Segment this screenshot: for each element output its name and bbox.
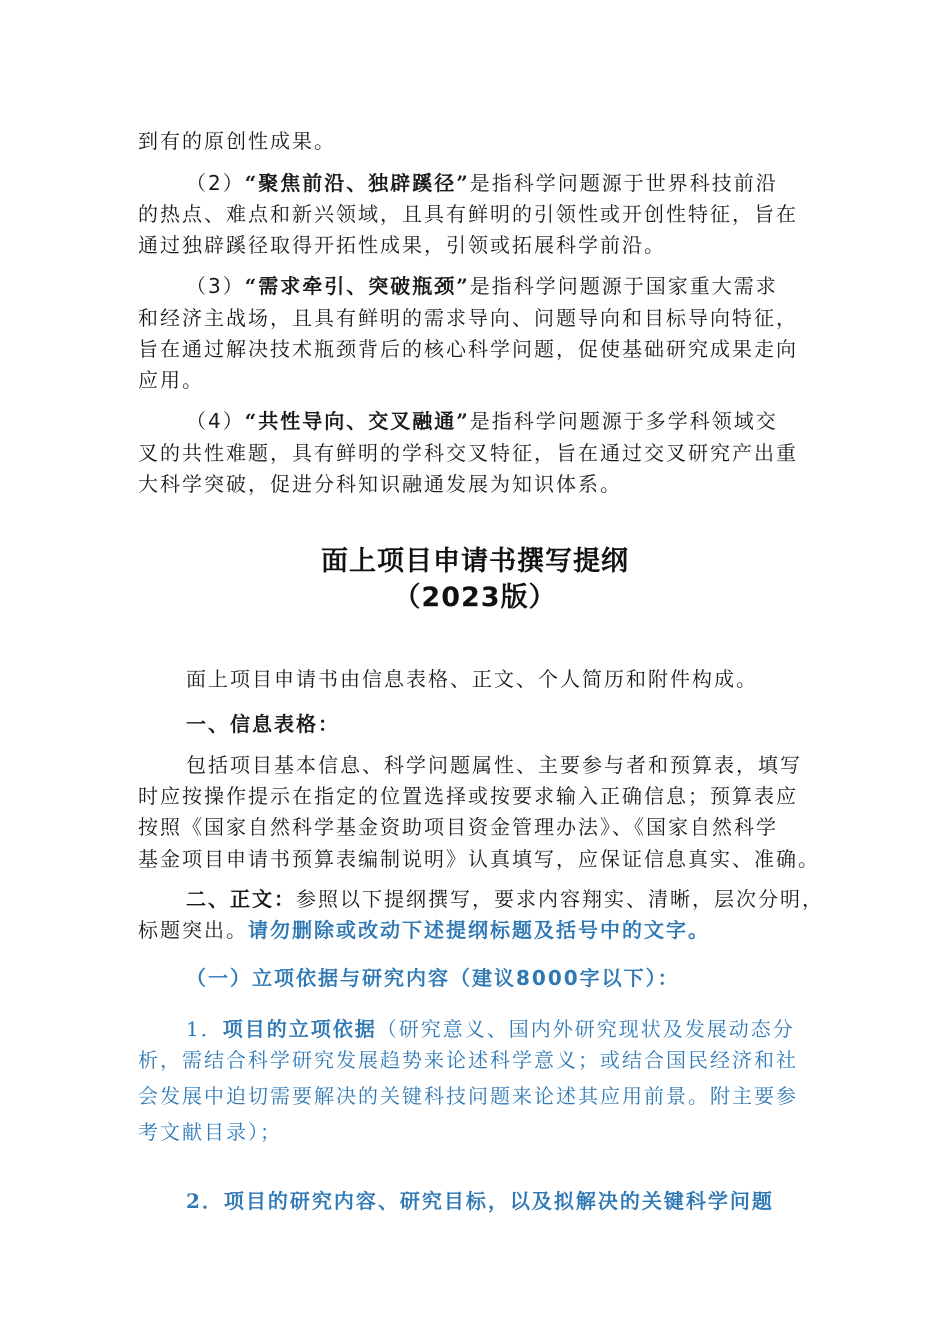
text: 析，需结合科学研究发展趋势来论述科学意义；或结合国民经济和社	[138, 1048, 798, 1072]
paragraph-line	[186, 1016, 818, 1042]
paragraph-line	[138, 305, 818, 331]
text: 会发展中迫切需要解决的关键科技问题来论述其应用前景。附主要参	[138, 1084, 798, 1108]
item-number: （4）	[186, 409, 245, 433]
bold-term: “共性导向、交叉融通”	[244, 409, 470, 433]
text: （研究意义、国内外研究现状及发展动态分	[376, 1017, 795, 1041]
paragraph-line	[138, 1047, 818, 1073]
text: 参照以下提纲撰写，要求内容翔实、清晰，层次分明，	[296, 887, 824, 911]
bold-term: 项目的研究内容、研究目标，以及拟解决的关键科学问题	[223, 1189, 774, 1213]
text: 是指科学问题源于世界科技前沿	[469, 171, 778, 195]
intro-line	[186, 666, 818, 692]
paragraph-line	[186, 752, 818, 778]
paragraph-line	[138, 471, 818, 497]
text: 考文献目录）；	[138, 1120, 282, 1144]
section-heading	[186, 711, 818, 737]
item-number: 1．	[186, 1017, 223, 1041]
text: 时应按操作提示在指定的位置选择或按要求输入正确信息；预算表应	[138, 784, 798, 808]
paragraph-line	[138, 917, 818, 943]
text: 面上项目申请书由信息表格、正文、个人简历和附件构成。	[186, 667, 758, 691]
paragraph-line	[138, 1083, 818, 1109]
text: 叉的共性难题，具有鲜明的学科交叉特征，旨在通过交叉研究产出重	[138, 441, 798, 465]
paragraph-line	[138, 367, 818, 393]
text: 通过独辟蹊径取得开拓性成果，引领或拓展科学前沿。	[138, 233, 666, 257]
text: 一、信息表格：	[186, 712, 340, 736]
highlighted-instruction: 请勿删除或改动下述提纲标题及括号中的文字。	[248, 918, 710, 942]
paragraph-line	[186, 886, 824, 912]
paragraph-line	[138, 336, 818, 362]
section-heading: 二、正文：	[186, 887, 296, 911]
paragraph-line	[138, 232, 818, 258]
paragraph-line	[138, 201, 818, 227]
paragraph-line	[186, 273, 818, 299]
text: 到有的原创性成果。	[138, 129, 336, 153]
text: 和经济主战场，且具有鲜明的需求导向、问题导向和目标导向特征，	[138, 306, 798, 330]
text: 按照《国家自然科学基金资助项目资金管理办法》、《国家自然科学	[138, 815, 778, 839]
paragraph-line	[138, 846, 818, 872]
text: 大科学突破，促进分科知识融通发展为知识体系。	[138, 472, 622, 496]
item-number: 2．	[186, 1189, 224, 1213]
text: 旨在通过解决技术瓶颈背后的核心科学问题，促使基础研究成果走向	[138, 337, 798, 361]
text: 是指科学问题源于多学科领域交	[469, 409, 778, 433]
paragraph-line	[138, 814, 818, 840]
document-version: （2023版）	[393, 582, 557, 613]
text: 标题突出。	[138, 918, 248, 942]
paragraph-line	[138, 440, 818, 466]
text: 是指科学问题源于国家重大需求	[469, 274, 778, 298]
paragraph-line	[138, 128, 818, 154]
paragraph-line	[138, 783, 818, 809]
paragraph-line	[186, 408, 818, 434]
bold-term: 项目的立项依据	[222, 1017, 377, 1041]
paragraph-line	[186, 170, 818, 196]
subsection-heading	[186, 965, 818, 991]
text: 基金项目申请书预算表编制说明》认真填写，应保证信息真实、准确。	[138, 847, 820, 871]
text: 的热点、难点和新兴领域，且具有鲜明的引领性或开创性特征，旨在	[138, 202, 798, 226]
text: （一）立项依据与研究内容（建议8000字以下）：	[186, 966, 680, 990]
bold-term: “聚焦前沿、独辟蹊径”	[244, 171, 470, 195]
text: 包括项目基本信息、科学问题属性、主要参与者和预算表，填写	[186, 753, 802, 777]
bold-term: “需求牵引、突破瓶颈”	[244, 274, 470, 298]
document-title: 面上项目申请书撰写提纲	[321, 546, 629, 577]
item-number: （3）	[186, 274, 245, 298]
paragraph-line	[138, 1119, 818, 1145]
paragraph-line	[186, 1188, 818, 1214]
item-number: （2）	[186, 171, 245, 195]
text: 应用。	[138, 368, 204, 392]
